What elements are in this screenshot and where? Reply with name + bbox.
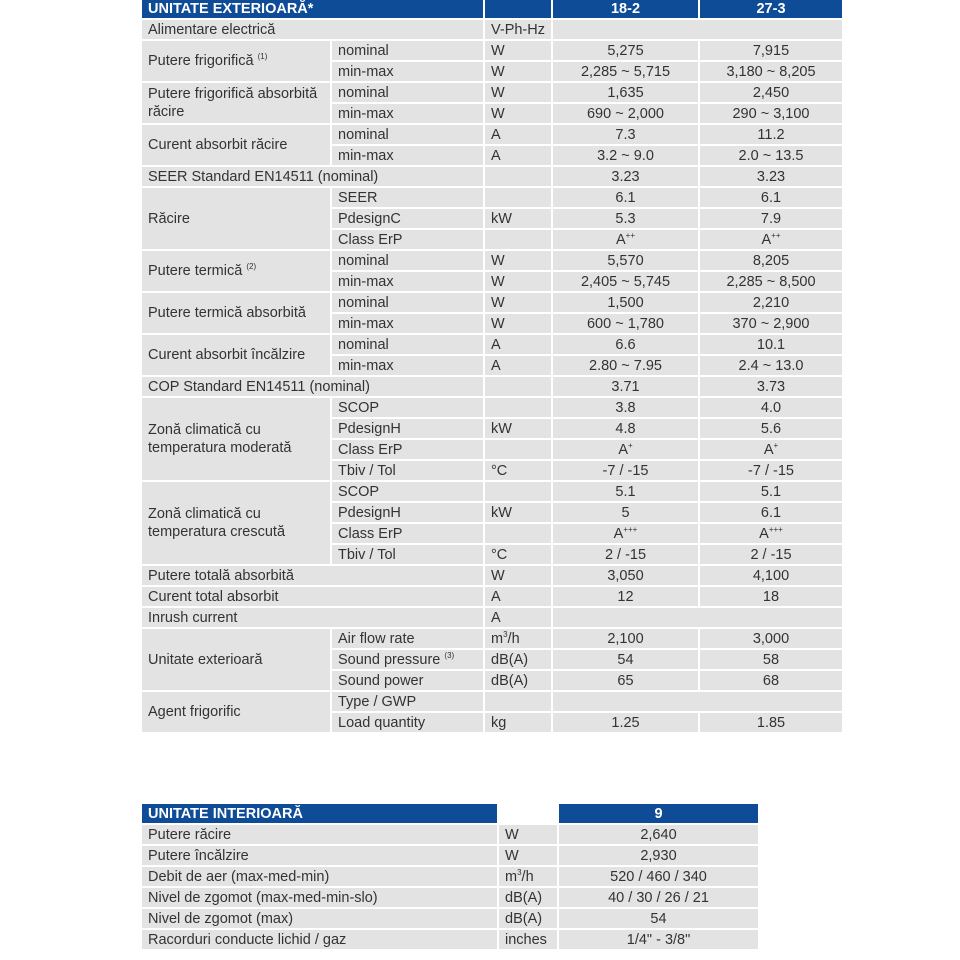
table-row [142, 909, 758, 928]
row-unit: A [485, 335, 551, 354]
sub-label: Sound power [332, 671, 483, 690]
row-label: Putere răcire [142, 825, 497, 844]
value-model-1: 4.8 [553, 419, 698, 438]
sub-label: SCOP [332, 398, 483, 417]
table-row [142, 482, 842, 501]
row-label: Nivel de zgomot (max) [142, 909, 497, 928]
value-model-2: A+ [700, 440, 842, 459]
value-model-1: 2,285 ~ 5,715 [553, 62, 698, 81]
value-model-2: 2,450 [700, 83, 842, 102]
row-unit: W [485, 62, 551, 81]
table-row [142, 377, 842, 396]
table-row [142, 629, 842, 648]
value-model-1: 1,635 [553, 83, 698, 102]
value-model-2: 3,000 [700, 629, 842, 648]
value-model-2: A++ [700, 230, 842, 249]
sub-label: min-max [332, 62, 483, 81]
value-model-2: 1.85 [700, 713, 842, 732]
outdoor-section-title: UNITATE EXTERIOARĂ* [142, 0, 483, 18]
sub-label: PdesignH [332, 503, 483, 522]
value-model-1: 3.2 ~ 9.0 [553, 146, 698, 165]
row-unit: $m^3/h$ [499, 867, 557, 886]
group-label: Putere frigorifică $^{(1)}$ [142, 41, 330, 81]
value-model-1: 2 / -15 [553, 545, 698, 564]
group-label: Putere frigorifică absorbită răcire [142, 83, 330, 123]
table-row [142, 398, 842, 417]
table-row [142, 608, 842, 627]
value-model-1: 5 [553, 503, 698, 522]
sub-label: SEER [332, 188, 483, 207]
value-model-2: 6.1 [700, 503, 842, 522]
row-label: Alimentare electrică [142, 20, 483, 39]
value-model-2: 2.0 ~ 13.5 [700, 146, 842, 165]
row-value: 520 / 460 / 340 [559, 867, 758, 886]
row-unit: W [485, 251, 551, 270]
sub-label: PdesignC [332, 209, 483, 228]
sub-label: Tbiv / Tol [332, 545, 483, 564]
row-unit [485, 440, 551, 459]
row-unit [485, 188, 551, 207]
value-model-1: 5,570 [553, 251, 698, 270]
sub-label: min-max [332, 146, 483, 165]
value-model-2: 4.0 [700, 398, 842, 417]
row-unit: W [485, 272, 551, 291]
row-value [553, 692, 842, 711]
row-unit: W [499, 825, 557, 844]
value-model-1: -7 / -15 [553, 461, 698, 480]
row-label: Inrush current [142, 608, 483, 627]
sub-label: nominal [332, 41, 483, 60]
row-unit: $m^3/h$ [485, 629, 551, 648]
row-unit: kW [485, 419, 551, 438]
table-header-row [142, 804, 758, 823]
indoor-section-title: UNITATE INTERIOARĂ [142, 804, 497, 823]
value-model-1: 3,050 [553, 566, 698, 585]
value-model-1: 2,405 ~ 5,745 [553, 272, 698, 291]
row-unit: W [485, 83, 551, 102]
sub-label: min-max [332, 272, 483, 291]
sub-label: Tbiv / Tol [332, 461, 483, 480]
row-label: Racorduri conducte lichid / gaz [142, 930, 497, 949]
footnote-ref: (2) [246, 262, 257, 271]
value-model-2: 2,210 [700, 293, 842, 312]
table-row [142, 930, 758, 949]
row-value [553, 20, 842, 39]
row-value: 40 / 30 / 26 / 21 [559, 888, 758, 907]
footnote-ref: (3) [444, 650, 455, 660]
value-model-2: 3.73 [700, 377, 842, 396]
row-unit: inches [499, 930, 557, 949]
table-row [142, 888, 758, 907]
row-label: SEER Standard EN14511 (nominal) [142, 167, 483, 186]
indoor-unit-spec-table [140, 802, 760, 951]
row-unit [485, 692, 551, 711]
table-row [142, 251, 842, 270]
value-model-2: 11.2 [700, 125, 842, 144]
sub-label: Class ErP [332, 524, 483, 543]
indoor-model-header: 9 [559, 804, 758, 823]
table-row [142, 825, 758, 844]
row-label: Nivel de zgomot (max-med-min-slo) [142, 888, 497, 907]
value-model-1: 65 [553, 671, 698, 690]
row-unit: A [485, 356, 551, 375]
sub-label: nominal [332, 335, 483, 354]
header-gap [499, 804, 557, 823]
sub-label: Class ErP [332, 440, 483, 459]
table-row [142, 692, 842, 711]
table-row [142, 293, 842, 312]
row-value: 54 [559, 909, 758, 928]
row-unit: W [485, 293, 551, 312]
value-model-1: A+++ [553, 524, 698, 543]
value-model-1: 5.3 [553, 209, 698, 228]
value-model-2: 7,915 [700, 41, 842, 60]
value-model-1: A+ [553, 440, 698, 459]
value-model-2: 6.1 [700, 188, 842, 207]
value-model-1: 5,275 [553, 41, 698, 60]
value-model-1: 2.80 ~ 7.95 [553, 356, 698, 375]
value-model-1: 1,500 [553, 293, 698, 312]
row-value [553, 608, 842, 627]
value-model-2: 4,100 [700, 566, 842, 585]
sub-label: Load quantity [332, 713, 483, 732]
value-model-1: A++ [553, 230, 698, 249]
row-unit: °C [485, 461, 551, 480]
row-label: COP Standard EN14511 (nominal) [142, 377, 483, 396]
value-model-2: 7.9 [700, 209, 842, 228]
row-label: Curent total absorbit [142, 587, 483, 606]
value-model-1: 3.23 [553, 167, 698, 186]
row-label: Debit de aer (max-med-min) [142, 867, 497, 886]
sub-label: nominal [332, 251, 483, 270]
table-row [142, 335, 842, 354]
table-row [142, 566, 842, 585]
row-unit: W [485, 41, 551, 60]
group-label: Zonă climatică cu temperatura crescută [142, 482, 330, 564]
group-label: Răcire [142, 188, 330, 249]
row-unit: dB(A) [485, 671, 551, 690]
table-row [142, 83, 842, 102]
sub-label: min-max [332, 356, 483, 375]
value-model-1: 54 [553, 650, 698, 669]
value-model-2: 2,285 ~ 8,500 [700, 272, 842, 291]
row-unit: kW [485, 209, 551, 228]
value-model-2: 10.1 [700, 335, 842, 354]
sub-label: min-max [332, 314, 483, 333]
group-label: Curent absorbit încălzire [142, 335, 330, 375]
row-unit: dB(A) [485, 650, 551, 669]
value-model-1: 1.25 [553, 713, 698, 732]
sub-label: nominal [332, 293, 483, 312]
sub-label: PdesignH [332, 419, 483, 438]
row-unit: A [485, 125, 551, 144]
value-model-2: -7 / -15 [700, 461, 842, 480]
value-model-1: 12 [553, 587, 698, 606]
value-model-2: 2.4 ~ 13.0 [700, 356, 842, 375]
table-row [142, 20, 842, 39]
row-unit: kg [485, 713, 551, 732]
group-label: Curent absorbit răcire [142, 125, 330, 165]
row-label: Putere totală absorbită [142, 566, 483, 585]
sub-label: min-max [332, 104, 483, 123]
value-model-1: 6.6 [553, 335, 698, 354]
value-model-2: 18 [700, 587, 842, 606]
value-model-1: 690 ~ 2,000 [553, 104, 698, 123]
header-unit-cell [485, 0, 551, 18]
value-model-1: 600 ~ 1,780 [553, 314, 698, 333]
value-model-1: 6.1 [553, 188, 698, 207]
table-row [142, 167, 842, 186]
sub-label: SCOP [332, 482, 483, 501]
table-row [142, 41, 842, 60]
value-model-2: 2 / -15 [700, 545, 842, 564]
row-unit [485, 167, 551, 186]
row-unit [485, 230, 551, 249]
row-label: Putere încălzire [142, 846, 497, 865]
value-model-2: 68 [700, 671, 842, 690]
value-model-2: 5.1 [700, 482, 842, 501]
value-model-2: 5.6 [700, 419, 842, 438]
footnote-ref: (1) [257, 52, 268, 61]
value-model-2: 370 ~ 2,900 [700, 314, 842, 333]
group-label: Putere termică absorbită [142, 293, 330, 333]
row-unit: kW [485, 503, 551, 522]
sub-label: Air flow rate [332, 629, 483, 648]
row-unit: W [499, 846, 557, 865]
row-unit: W [485, 104, 551, 123]
row-unit [485, 398, 551, 417]
value-model-1: 3.71 [553, 377, 698, 396]
row-unit: V-Ph-Hz [485, 20, 551, 39]
value-model-2: A+++ [700, 524, 842, 543]
value-model-2: 3,180 ~ 8,205 [700, 62, 842, 81]
table-row [142, 587, 842, 606]
row-value: 2,640 [559, 825, 758, 844]
row-unit: W [485, 314, 551, 333]
value-model-2: 3.23 [700, 167, 842, 186]
group-label: Unitate exterioară [142, 629, 330, 690]
value-model-2: 8,205 [700, 251, 842, 270]
value-model-1: 5.1 [553, 482, 698, 501]
sub-label: nominal [332, 125, 483, 144]
value-model-1: 3.8 [553, 398, 698, 417]
row-unit: °C [485, 545, 551, 564]
group-label: Zonă climatică cu temperatura moderată [142, 398, 330, 480]
row-unit: W [485, 566, 551, 585]
value-model-2: 58 [700, 650, 842, 669]
row-unit: A [485, 608, 551, 627]
row-unit [485, 524, 551, 543]
group-label: Putere termică $^{(2)}$ [142, 251, 330, 291]
sub-label: Sound pressure $^{(3)}$ [332, 650, 483, 669]
model-header-2: 27-3 [700, 0, 842, 18]
row-unit: dB(A) [499, 888, 557, 907]
outdoor-unit-spec-table [140, 0, 844, 734]
table-row [142, 867, 758, 886]
value-model-1: 7.3 [553, 125, 698, 144]
row-unit: dB(A) [499, 909, 557, 928]
row-unit: A [485, 587, 551, 606]
value-model-2: 290 ~ 3,100 [700, 104, 842, 123]
group-label: Agent frigorific [142, 692, 330, 732]
row-value: 2,930 [559, 846, 758, 865]
table-row [142, 188, 842, 207]
row-unit [485, 482, 551, 501]
value-model-1: 2,100 [553, 629, 698, 648]
table-row [142, 125, 842, 144]
sub-label: Type / GWP [332, 692, 483, 711]
model-header-1: 18-2 [553, 0, 698, 18]
table-header-row [142, 0, 842, 18]
sub-label: Class ErP [332, 230, 483, 249]
table-row [142, 846, 758, 865]
row-unit [485, 377, 551, 396]
sub-label: nominal [332, 83, 483, 102]
row-unit: A [485, 146, 551, 165]
row-value: 1/4" - 3/8" [559, 930, 758, 949]
